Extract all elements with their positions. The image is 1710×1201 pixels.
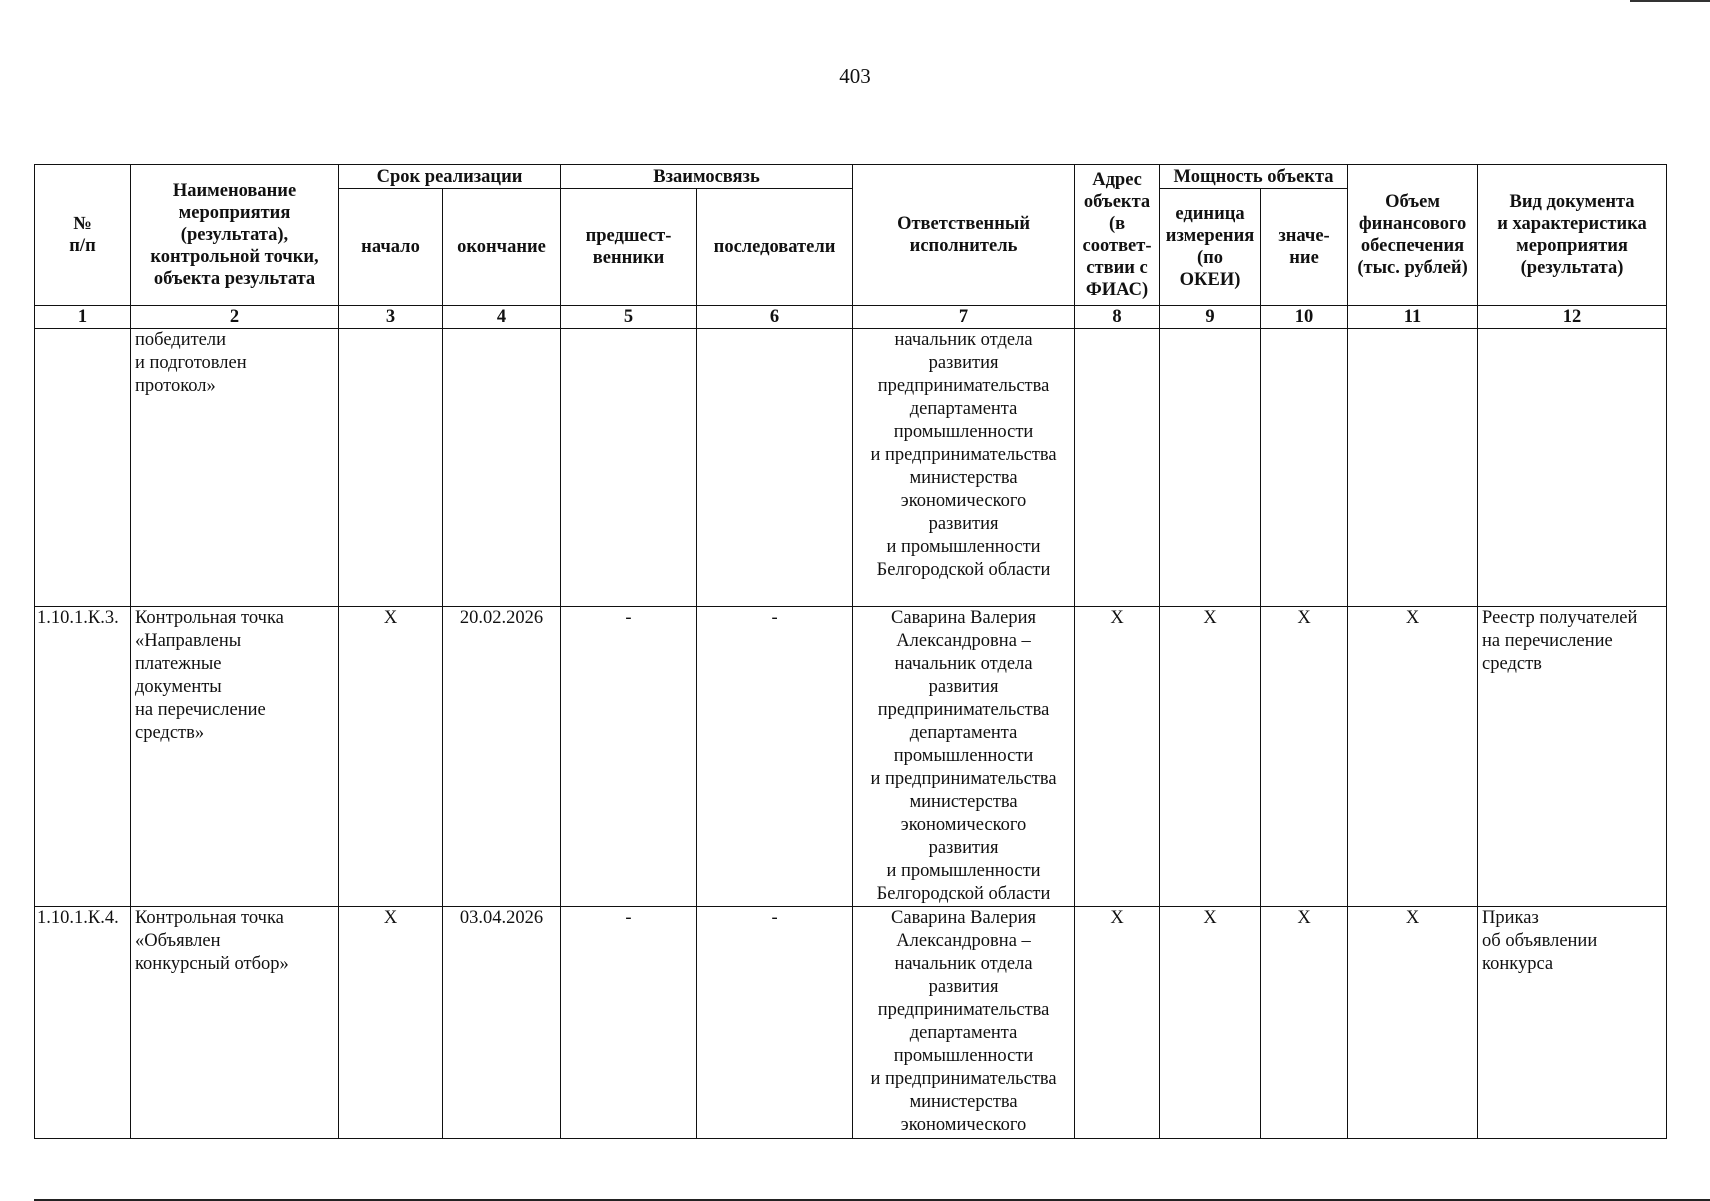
finance-volume — [1348, 329, 1478, 607]
header-num: № п/п — [35, 165, 131, 306]
events-table — [34, 164, 1667, 1139]
column-number: 7 — [853, 306, 1075, 329]
event-name: Контрольная точка «Направлены платежные документы на перечисление средств» — [131, 607, 339, 907]
table-row — [35, 329, 1667, 607]
end-date: 03.04.2026 — [443, 907, 561, 1139]
document-type: Приказ об объявлении конкурса — [1478, 907, 1667, 1139]
finance-volume: X — [1348, 907, 1478, 1139]
column-number: 4 — [443, 306, 561, 329]
successors: - — [697, 607, 853, 907]
start-date: X — [339, 607, 443, 907]
start-date: X — [339, 907, 443, 1139]
header-unit: единица измерения (по ОКЕИ) — [1160, 189, 1261, 306]
column-number: 8 — [1075, 306, 1160, 329]
header-capacity-group: Мощность объекта — [1160, 165, 1348, 189]
finance-volume: X — [1348, 607, 1478, 907]
header-start: начало — [339, 189, 443, 306]
column-number: 9 — [1160, 306, 1261, 329]
header-period-group: Срок реализации — [339, 165, 561, 189]
event-name: победители и подготовлен протокол» — [131, 329, 339, 607]
end-date — [443, 329, 561, 607]
capacity-value: X — [1261, 607, 1348, 907]
header-finance: Объем финансового обеспечения (тыс. рублей) — [1348, 165, 1478, 306]
column-number: 6 — [697, 306, 853, 329]
header-relation-group: Взаимосвязь — [561, 165, 853, 189]
predecessors: - — [561, 907, 697, 1139]
row-number: 1.10.1.К.3. — [35, 607, 131, 907]
successors — [697, 329, 853, 607]
event-name: Контрольная точка «Объявлен конкурсный отбор» — [131, 907, 339, 1139]
successors: - — [697, 907, 853, 1139]
end-date: 20.02.2026 — [443, 607, 561, 907]
column-number: 2 — [131, 306, 339, 329]
column-number: 12 — [1478, 306, 1667, 329]
header-successors: последователи — [697, 189, 853, 306]
measure-unit: X — [1160, 607, 1261, 907]
predecessors: - — [561, 607, 697, 907]
object-address — [1075, 329, 1160, 607]
table-row — [35, 907, 1667, 1139]
row-number: 1.10.1.К.4. — [35, 907, 131, 1139]
header-predecessors: предшест- венники — [561, 189, 697, 306]
predecessors — [561, 329, 697, 607]
top-edge-rule — [1630, 0, 1710, 2]
table-row — [35, 607, 1667, 907]
header-doc-type: Вид документа и характеристика мероприятия (результата) — [1478, 165, 1667, 306]
object-address: X — [1075, 907, 1160, 1139]
column-number: 1 — [35, 306, 131, 329]
header-address: Адрес объекта (в соответ- ствии с ФИАС) — [1075, 165, 1160, 306]
header-responsible: Ответственный исполнитель — [853, 165, 1075, 306]
start-date — [339, 329, 443, 607]
capacity-value — [1261, 329, 1348, 607]
responsible-person: начальник отдела развития предпринимательства департамента промышленности и предпринимательства министерства экономического развития и промышленности Белгородской области — [853, 329, 1075, 607]
row-number — [35, 329, 131, 607]
document-type — [1478, 329, 1667, 607]
header-end: окончание — [443, 189, 561, 306]
column-number: 11 — [1348, 306, 1478, 329]
object-address: X — [1075, 607, 1160, 907]
measure-unit — [1160, 329, 1261, 607]
column-number: 10 — [1261, 306, 1348, 329]
header-value: значе- ние — [1261, 189, 1348, 306]
responsible-person: Саварина Валерия Александровна – начальник отдела развития предпринимательства департамента промышленности и предпринимательства министерства экономического развития и промышленности Белгородской области — [853, 607, 1075, 907]
column-number: 5 — [561, 306, 697, 329]
column-number: 3 — [339, 306, 443, 329]
header-name: Наименование мероприятия (результата), контрольной точки, объекта результата — [131, 165, 339, 306]
measure-unit: X — [1160, 907, 1261, 1139]
capacity-value: X — [1261, 907, 1348, 1139]
page-number: 403 — [839, 64, 871, 88]
document-type: Реестр получателей на перечисление средств — [1478, 607, 1667, 907]
responsible-person: Саварина Валерия Александровна – начальник отдела развития предпринимательства департамента промышленности и предпринимательства министерства экономического — [853, 907, 1075, 1139]
